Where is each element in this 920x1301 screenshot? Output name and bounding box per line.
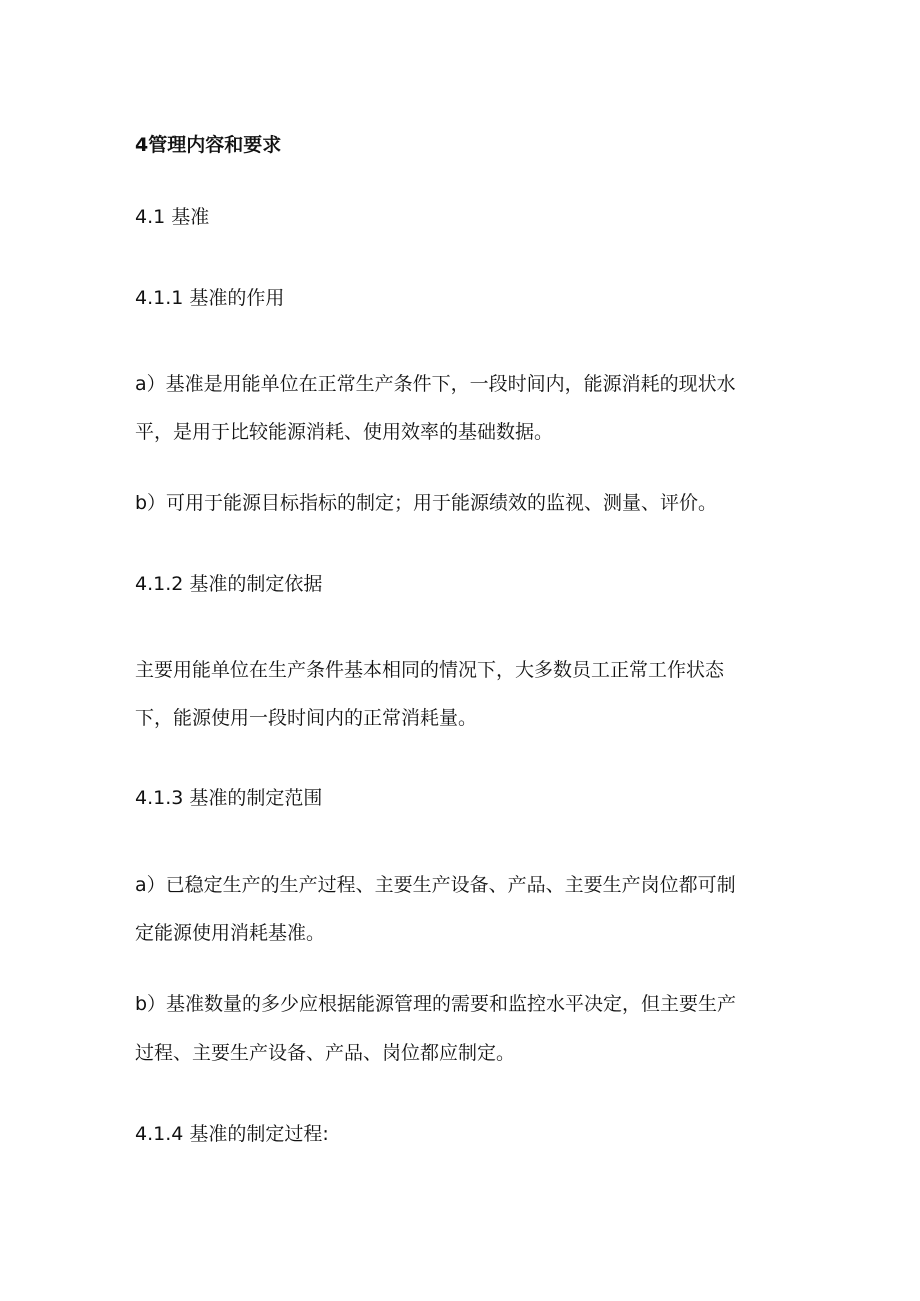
paragraph-b: b）可用于能源目标指标的制定；用于能源绩效的监视、测量、评价。 bbox=[135, 492, 718, 514]
paragraph-scope-b-line-1: b）基准数量的多少应根据能源管理的需要和监控水平决定，但主要生产 bbox=[135, 993, 737, 1015]
paragraph-a-line-1: a）基准是用能单位在正常生产条件下，一段时间内，能源消耗的现状水 bbox=[135, 373, 736, 395]
section-4-1-4-title: 4.1.4 基准的制定过程: bbox=[135, 1123, 329, 1145]
section-4-1-2-title: 4.1.2 基准的制定依据 bbox=[135, 573, 323, 595]
paragraph-scope-b-line-2: 过程、主要生产设备、产品、岗位都应制定。 bbox=[135, 1042, 516, 1064]
paragraph-scope-a-line-2: 定能源使用消耗基准。 bbox=[135, 922, 326, 944]
paragraph-a-line-2: 平，是用于比较能源消耗、使用效率的基础数据。 bbox=[135, 421, 554, 443]
section-4-1-title: 4.1 基准 bbox=[135, 206, 210, 228]
section-heading: 4管理内容和要求 bbox=[135, 134, 282, 156]
paragraph-scope-a-line-1: a）已稳定生产的生产过程、主要生产设备、产品、主要生产岗位都可制 bbox=[135, 874, 736, 896]
section-4-1-1-title: 4.1.1 基准的作用 bbox=[135, 287, 285, 309]
section-4-1-3-title: 4.1.3 基准的制定范围 bbox=[135, 787, 323, 809]
paragraph-basis-line-2: 下，能源使用一段时间内的正常消耗量。 bbox=[135, 707, 478, 729]
paragraph-basis-line-1: 主要用能单位在生产条件基本相同的情况下，大多数员工正常工作状态 bbox=[135, 659, 725, 681]
